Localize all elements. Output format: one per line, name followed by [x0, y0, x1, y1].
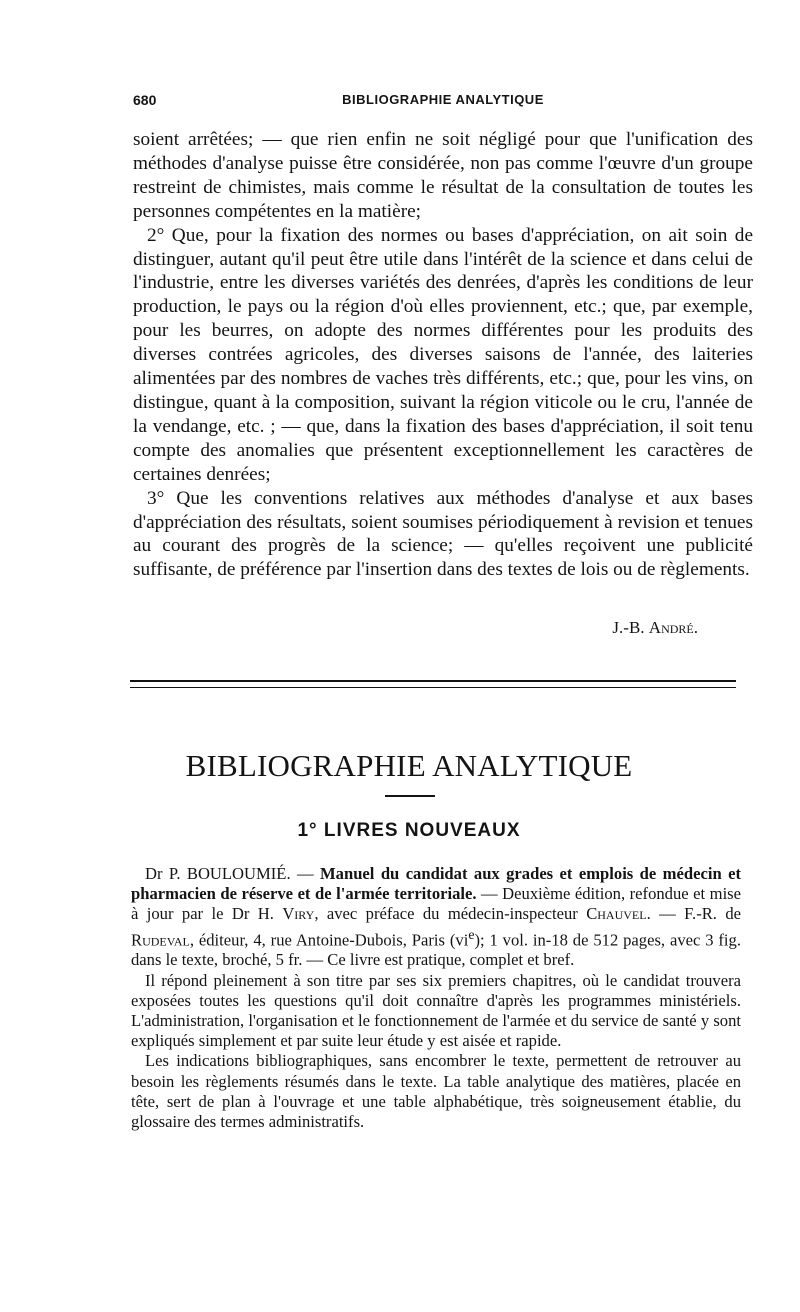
book-review: [131, 864, 741, 1132]
running-header: [133, 92, 753, 114]
review-author: P. BOULOUMIÉ. —: [162, 864, 321, 883]
publisher-name: Rudeval: [131, 930, 190, 950]
editor-name: Viry: [282, 904, 315, 924]
editor-initial: H.: [249, 904, 283, 924]
citation-text: , avec préface du médecin-inspecteur: [314, 904, 587, 924]
citation-text: . — F.-R. de: [646, 904, 742, 924]
preface-author: Chauvel: [586, 904, 647, 924]
article-paragraph: 3° Que les conventions relatives aux méthodes d'analyse et aux bases d'appréciation des résultats, soient soumises périodiquement à revision et tenues au courant des progrès de la science; — qu'elles reçoivent une publicité suffisante, de préférence par l'insertion dans des textes de lois ou de règlements.: [133, 487, 753, 581]
citation-text: ); 1 vol. in-18 de 512 pages, avec 3 fig. dans le texte, broché, 5 fr. — Ce livre est pratique, complet et bref.: [131, 930, 741, 970]
citation-text: , éditeur, 4, rue Antoine-Dubois, Paris (: [189, 930, 456, 950]
article-paragraph: soient arrêtées; — que rien enfin ne soit négligé pour que l'unification des méthodes d'analyse puisse être considérée, non pas comme l'œuvre d'un groupe restreint de chimistes, mais comme le résultat de la consultation de toutes les personnes compétentes en la matière;: [133, 129, 753, 222]
section-divider-thin: [130, 687, 736, 688]
review-paragraph: Il répond pleinement à son titre par ses six premiers chapitres, où le candidat trouvera exposées toutes les questions qu'il doit connaître d'après les programmes ministériels. L'administration, l'organisation et le fonctionnement de l'armée et du service de santé y sont expliqués simplement et par suite leur étude y est aisée et rapide.: [131, 970, 741, 1051]
subsection-title: 1° LIVRES NOUVEAUX: [297, 820, 521, 841]
section-divider-thick: [130, 680, 736, 682]
arrondissement: vi: [455, 930, 469, 950]
running-title: BIBLIOGRAPHIE ANALYTIQUE: [342, 92, 544, 107]
article-continuation: [133, 128, 753, 582]
author-signature: [612, 618, 698, 638]
book-title: Manuel du candidat aux grades et emplois de médecin et pharmacien de réserve et de l'armée territoriale.: [131, 864, 741, 904]
page-number: 680: [133, 92, 157, 108]
author-title: Dr: [145, 864, 163, 883]
title-underline: [385, 795, 435, 797]
review-citation: [131, 864, 741, 971]
article-paragraph: 2° Que, pour la fixation des normes ou bases d'appréciation, on ait soin de distinguer, autant qu'il peut être utile dans l'intérêt de la science et dans celui de l'industrie, entre les diverses variétés des denrées, d'après les conditions de leur production, le pays ou la région d'où elles proviennent, etc.; que, par exemple, pour les beurres, on adopte des normes différentes pour les produits des diverses contrées agricoles, des diverses saisons de l'année, des laiteries alimentées par des nombres de vaches très différents, etc.; que, pour les vins, on distingue, quant à la composition, suivant la région viticole ou le cru, l'année de la vendange, etc. ; — que, dans la fixation des bases d'appréciation, il soit tenu compte des anomalies que présentent exceptionnellement les caractères de certaines denrées;: [133, 224, 753, 485]
signature-name: André.: [648, 618, 698, 637]
signature-initials: J.-B.: [612, 618, 649, 637]
arrondissement-superscript: e: [468, 926, 475, 942]
editor-title: Dr: [231, 904, 250, 924]
citation-text: — Deuxième édition, refondue et mise à jour par le: [131, 884, 741, 924]
review-paragraph: Les indications bibliographiques, sans encombrer le texte, permettent de retrouver au besoin les règlements résumés dans le texte. La table analytique des matières, placée en tête, sert de plan à l'ouvrage et une table alphabétique, très soigneusement établie, du glossaire des termes administratifs.: [131, 1051, 741, 1131]
section-title: BIBLIOGRAPHIE ANALYTIQUE: [185, 748, 633, 783]
